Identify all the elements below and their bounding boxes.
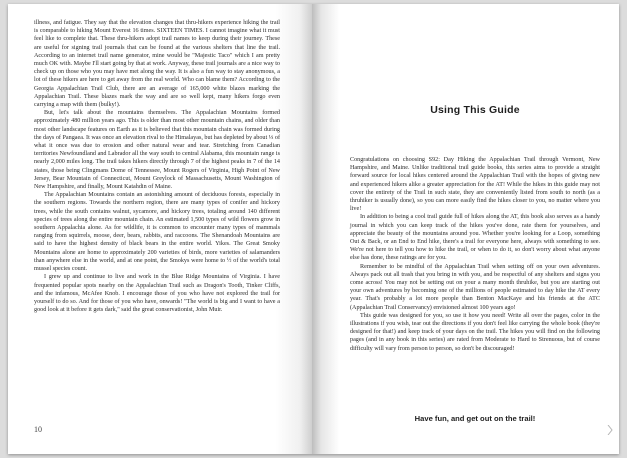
left-paragraph: I grew up and continue to live and work in the Blue Ridge Mountains of Virginia. I have frequented popular spots nearby on the Appalachian Trail such as Dragon's Tooth, Tinker Cliffs, and the infamous, McAfee Knob. I encourage those of you who have not explored the trail for yourself to do so. And for those of you who have, onwards! "The world is big and I want to have a good look at it before it gets dark," said the great conservationist, John Muir. <box>34 274 280 314</box>
left-page-body <box>34 19 280 314</box>
right-paragraph: Congratulations on choosing S92: Day Hiking the Appalachian Trail through Vermont, New Hampshire, and Maine. Unlike traditional trail guide books, this series aims to provide a straight forward source for local hikes centered around the Appalachian Trail with the hopes of giving new and experienced hikers alike a greater appreciation for the AT! While the hikes in this guide may not cover the entirety of the Trail in such state, they are conveniently listed from south to north (as a thruhiker is usually done), so you can more easily find the hikes closer to you, no matter where you live! <box>350 157 600 213</box>
right-paragraph: Remember to be mindful of the Appalachian Trail when setting off on your own adventures. Always pack out all trash that you bring in with you, and be respectful of any shelters and signs you come across! You may not be setting out on your a many month thruhike, but you are starting out your own adventures by becoming one of the millions of people estimated to day hike the AT every year. That's probably a lot more people than Benton MacKaye and his friends at the ATC (Appalachian Trail Conservancy) envisioned almost 100 years ago! <box>350 263 600 311</box>
left-paragraph: The Appalachian Mountains contain an astonishing amount of deciduous forests, especially in the southern regions. Towards the northern region, there are many types of conifer and hickory trees, while the south contains walnut, sycamore, and hickory trees, totaling around 140 different species of trees along the entire mountain chain. An estimated 1,500 types of wild flowers grow in southern Appalachia alone. As for wildlife, it is common to encounter many types of mammals ranging from squirrels, moose, deer, bears, rabbits, and raccoons. The Shenandoah Mountains are said to have the highest density of black bears in the entire world. Yikes. The Great Smoky Mountains alone are home to approximately 200 varieties of birds, more varieties of salamanders than anywhere else in the world, and at one point, the Smokys were home to ½ of the world's total mussel species count. <box>34 192 280 273</box>
right-paragraph: This guide was designed for you, so use it how you need! Write all over the pages, color in the illustrations if you wish, tear out the directions if you don't feel like carrying the whole book (they're designed for that!) and keep track of your days on the trail. The hikes you will find on the following pages (and in any book in this series) are rated from Moderate to Hard to Strenuous, but of course difficulty will vary from person to person, so don't be discouraged! <box>350 312 600 352</box>
page-number: 10 <box>34 425 42 434</box>
closing-line: Have fun, and get out on the trail! <box>414 414 536 423</box>
left-paragraph: illness, and fatigue. They say that the elevation changes that thru-hikers experience hiking the trail is comparable to hiking Mount Everest 16 times. SIXTEEN TIMES. I cannot imagine what it must feel like to complete that. These thru-hikers adopt trail names to keep during their journey. These are useful for signing trail journals that can be found at the various shelters that line the trail. According to an internet trail name generator, mine would be "Majestic Taco" which I am pretty much OK with. Maybe I'll start going by that at work. Anyway, these trail journals are a nice way to check up on those who you may have met along the way. It is also a fun way to stay anonymous, a lot of these hikers are here to get away from the real world. Who can blame them? According to the Georgia Appalachian Trail Club, there are an average of 165,000 white blazes marking the Appalachian Trail. These blazes mark the way and are so well kept, many hikers forgo even carrying a map with them (bulky!). <box>34 20 280 109</box>
book-spread <box>8 4 619 454</box>
right-page-body <box>350 156 600 353</box>
right-page <box>312 4 619 454</box>
left-paragraph: But, let's talk about the mountains themselves. The Appalachian Mountains formed approximately 480 million years ago. This is older than most other mountain chains, and older than most other landscape features on Earth as it is believed that this mountain chain was formed during the days of Pangaea. It was once an elevation rival to the Himalayas, but has depleted by about ⅓ of what it once was due to erosion and other natural wear and tear. Stretching from Canadian territories Newfoundland and Labrador all the way south to central Alabama, this mountain range is nearly 2,000 miles long. The trail takes hikers directly through 7 of the highest peaks in 7 of the 14 states, those being Clingmans Dome of Tennessee, Mount Rogers of Virginia, High Point of New Jersey, Bear Mountain of Connecticut, Mount Greylock of Massachusetts, Mount Washington of New Hampshire, and finally, Mount Katahdin of Maine. <box>34 110 280 191</box>
right-paragraph: In addition to being a cool trail guide full of hikes along the AT, this book also serves as a handy journal in which you can keep track of the hikes you've done, rate them for yourselves, and appreciate the beauty of the mountains around you. Whether you're looking for a Loop, something Out & Back, or an End to End hike, there's a trail for everyone here, always with something to see. We're not here to tell you how to hike the trail, or when to do it, so don't worry about what anyone else has done, these ratings are for you. <box>350 214 600 262</box>
page-corner-mark <box>607 425 613 435</box>
left-page <box>8 4 312 454</box>
section-title: Using This Guide <box>430 104 520 116</box>
